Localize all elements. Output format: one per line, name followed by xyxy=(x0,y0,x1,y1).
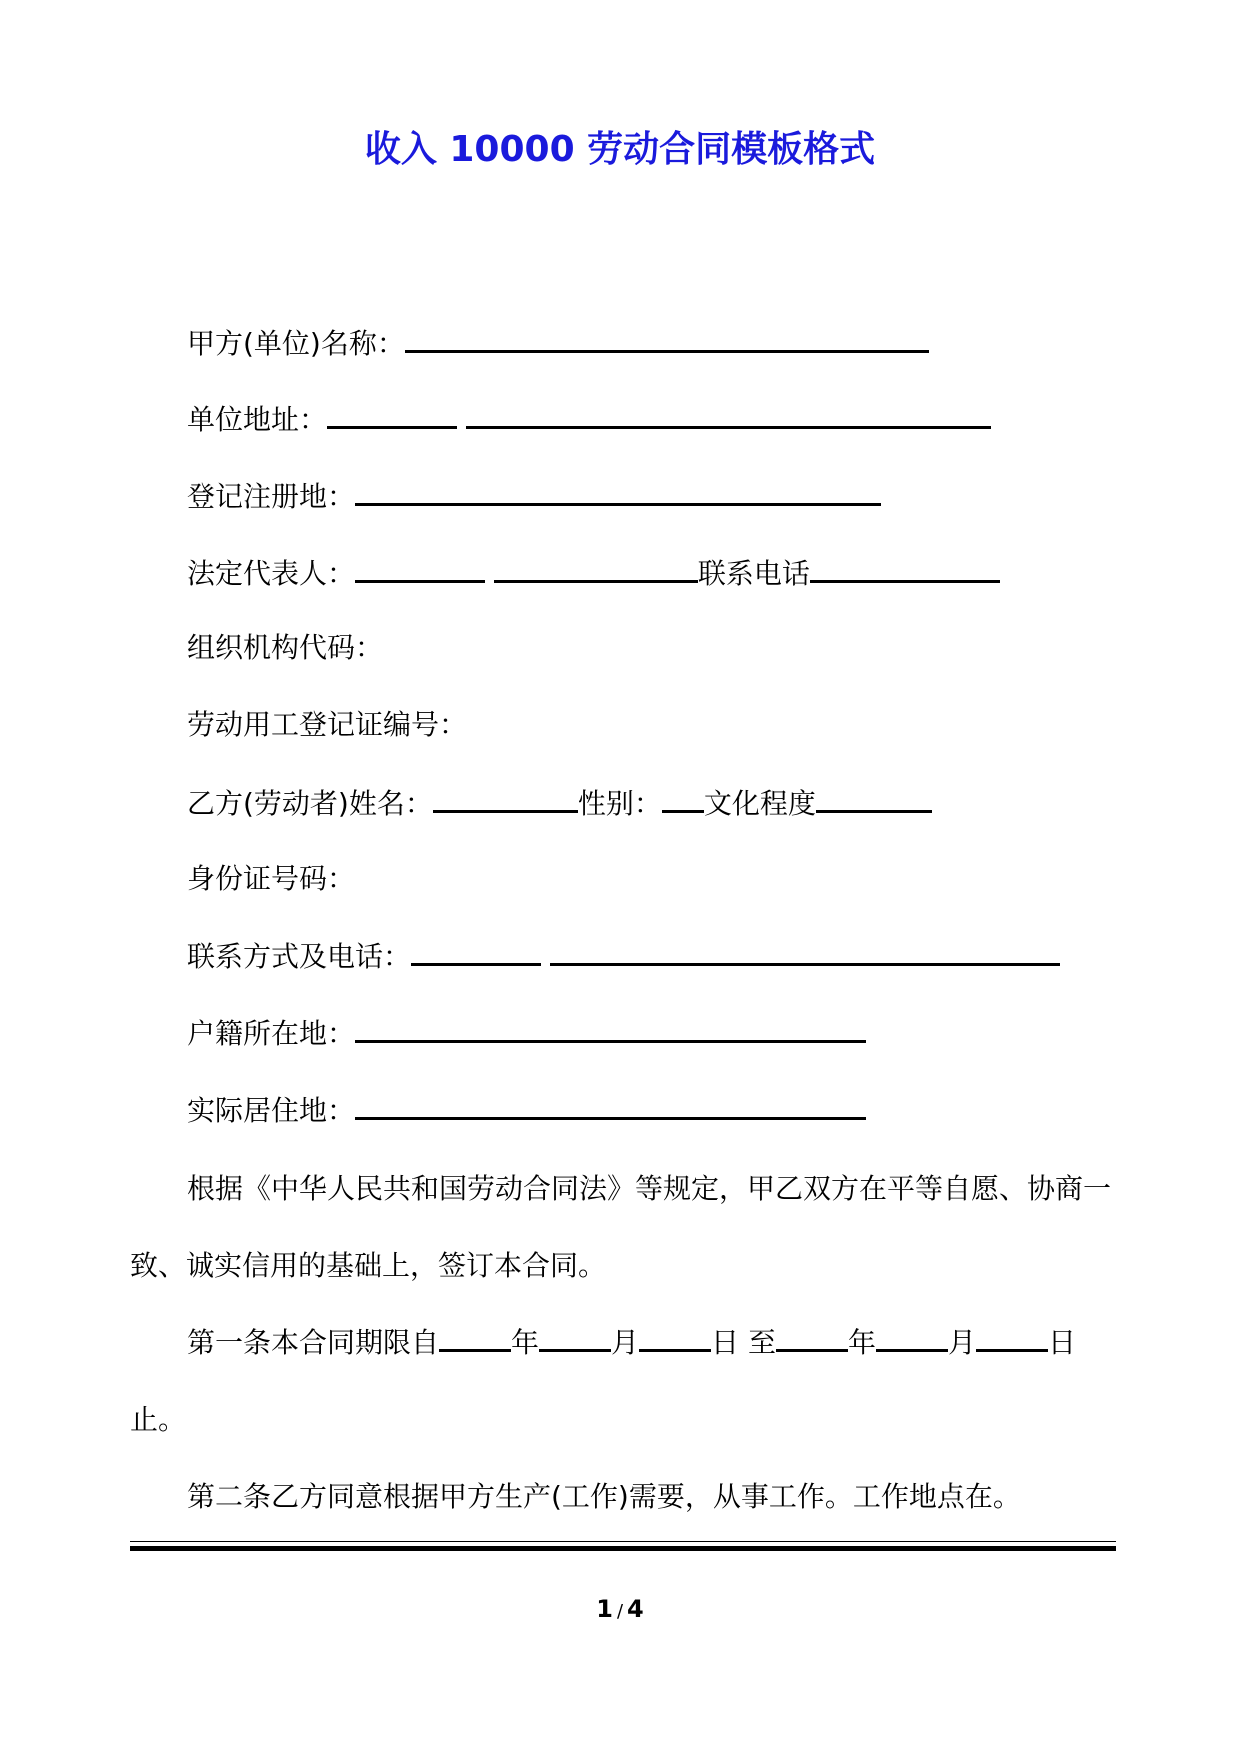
residence-line xyxy=(187,1087,866,1133)
residence-label: 实际居住地： xyxy=(187,1094,356,1127)
start-year-label: 年 xyxy=(511,1326,540,1359)
legal-rep-label: 法定代表人： xyxy=(187,557,356,590)
registration-line xyxy=(187,473,881,519)
contact-phone-blank[interactable] xyxy=(810,550,1000,583)
start-year-blank[interactable] xyxy=(439,1319,511,1352)
end-month-label: 月 xyxy=(948,1326,977,1359)
party-b-name-label: 乙方(劳动者)姓名： xyxy=(187,787,433,820)
unit-address-line xyxy=(187,396,991,442)
id-number-label: 身份证号码： xyxy=(187,862,356,895)
labor-reg-line xyxy=(187,703,467,747)
gender-label: 性别： xyxy=(577,787,662,820)
start-month-blank[interactable] xyxy=(539,1319,611,1352)
document-title: 收入 10000 劳动合同模板格式 xyxy=(364,129,876,170)
residence-blank[interactable] xyxy=(355,1087,866,1120)
hukou-blank[interactable] xyxy=(355,1010,866,1043)
hukou-line xyxy=(187,1010,866,1056)
labor-reg-label: 劳动用工登记证编号： xyxy=(187,708,468,741)
end-day-blank[interactable] xyxy=(976,1319,1048,1352)
contact-phone-label: 联系电话 xyxy=(697,557,810,590)
footer-rule-thick xyxy=(130,1546,1116,1551)
hukou-label: 户籍所在地： xyxy=(187,1017,356,1050)
org-code-label: 组织机构代码： xyxy=(187,631,384,664)
start-month-label: 月 xyxy=(611,1326,640,1359)
registration-blank[interactable] xyxy=(355,473,881,506)
total-pages: 4 xyxy=(627,1595,644,1623)
contact-line xyxy=(187,933,1060,979)
end-year-label: 年 xyxy=(847,1326,876,1359)
unit-address-blank-2[interactable] xyxy=(466,396,991,429)
footer-rule-thin xyxy=(130,1541,1116,1542)
page-number xyxy=(0,1594,1240,1627)
education-blank[interactable] xyxy=(816,780,932,813)
party-b-line xyxy=(187,780,932,826)
unit-address-blank-1[interactable] xyxy=(327,396,457,429)
to-label: 至 xyxy=(747,1326,776,1359)
education-label: 文化程度 xyxy=(703,787,816,820)
end-day-label: 日 xyxy=(1048,1326,1077,1359)
start-day-label: 日 xyxy=(711,1326,740,1359)
legal-rep-line xyxy=(187,550,1000,596)
page-separator: / xyxy=(616,1601,624,1622)
legal-rep-blank-1[interactable] xyxy=(355,550,485,583)
start-day-blank[interactable] xyxy=(639,1319,711,1352)
end-year-blank[interactable] xyxy=(776,1319,848,1352)
contact-blank-2[interactable] xyxy=(550,933,1060,966)
article-1-prefix: 第一条本合同期限自 xyxy=(187,1326,440,1359)
article-1 xyxy=(130,1304,1120,1458)
end-month-blank[interactable] xyxy=(876,1319,948,1352)
contact-label: 联系方式及电话： xyxy=(187,940,412,973)
article-2: 第二条乙方同意根据甲方生产(工作)需要，从事工作。工作地点在。 xyxy=(187,1480,1021,1513)
current-page: 1 xyxy=(596,1595,613,1623)
intro-paragraph: 根据《中华人民共和国劳动合同法》等规定，甲乙双方在平等自愿、协商一致、诚实信用的基础上，签订本合同。 xyxy=(130,1172,1112,1282)
id-number-line xyxy=(187,857,355,901)
gender-blank[interactable] xyxy=(662,780,704,813)
party-b-name-blank[interactable] xyxy=(433,780,578,813)
unit-address-label: 单位地址： xyxy=(187,403,328,436)
article-1-suffix: 止。 xyxy=(130,1403,187,1436)
registration-label: 登记注册地： xyxy=(187,480,356,513)
legal-rep-blank-2[interactable] xyxy=(494,550,698,583)
party-a-name-line xyxy=(187,320,929,366)
contact-blank-1[interactable] xyxy=(411,933,541,966)
party-a-name-blank[interactable] xyxy=(405,320,929,353)
org-code-line xyxy=(187,626,383,670)
party-a-name-label: 甲方(单位)名称： xyxy=(187,327,405,360)
